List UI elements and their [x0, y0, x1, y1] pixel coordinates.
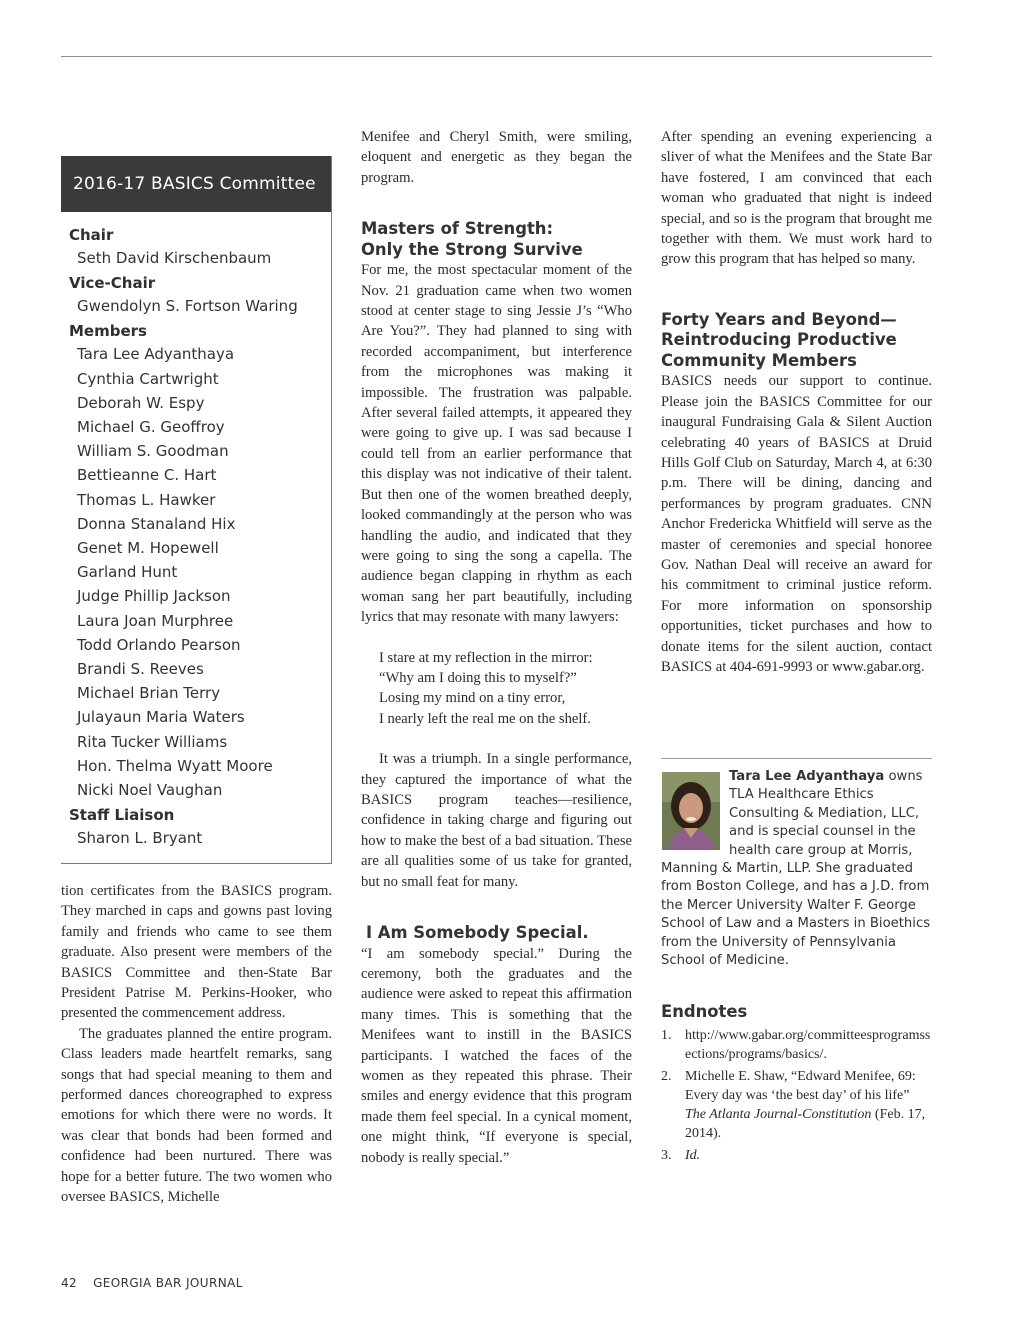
endnote-number: 1.	[661, 1027, 672, 1043]
committee-member: Nicki Noel Vaughan	[77, 781, 223, 800]
committee-member: Tara Lee Adyanthaya	[77, 345, 235, 364]
heading-line: Reintroducing Productive	[661, 330, 897, 350]
endnote-item	[661, 1026, 932, 1064]
vice-chair-label: Vice-Chair	[69, 274, 156, 293]
heading-line: Only the Strong Survive	[361, 239, 583, 259]
committee-member: Michael G. Geoffroy	[77, 418, 225, 437]
song-lyrics	[361, 648, 632, 730]
committee-member: Todd Orlando Pearson	[77, 635, 241, 654]
col1-paragraph-2: The graduates planned the entire program. Class leaders made heartfelt remarks, sang songs that had special meaning to them and performed dances choreographed to express emotions for which there were no words. It was clear that bonds had been formed and confidence had been nurtured. There was hope for a better future. The two women who oversee BASICS, Michelle	[61, 1025, 332, 1206]
heading-forty-years	[661, 310, 932, 372]
committee-member: Cynthia Cartwright	[77, 369, 219, 388]
heading-line: Masters of Strength:	[361, 219, 554, 239]
committee-title: 2016-17 BASICS Committee	[61, 156, 331, 212]
committee-member: Michael Brian Terry	[77, 684, 221, 703]
chair-label: Chair	[69, 226, 114, 244]
endnote-citation: Michelle E. Shaw, “Edward Menifee, 69: Every day was ‘the best day’ of his life”	[685, 1068, 916, 1103]
page-footer	[61, 1276, 243, 1290]
committee-box	[61, 156, 332, 864]
col2-paragraph-1: For me, the most spectacular moment of the Nov. 21 graduation came when two women stood at center stage to sing Jessie J’s “Who Are You?”. They had planned to sing with recorded accompaniment, but interference from the microphones was making it impossible. The frustration was palpable. After several failed attempts, it appeared they were going to give up. I was sad because I could tell from an earlier performance that this display was not indicative of their talent. But then one of the women breathed deeply, looked commandingly at the person who was handling the audio, and indicated that they were going to sing the song a capella. The audience began clapping in rhythm as each woman sang her part beautifully, including lyrics that may resonate with many lawyers:	[361, 262, 632, 626]
lyric-line: Losing my mind on a tiny error,	[379, 690, 566, 707]
endnote-ibid: Id.	[685, 1147, 701, 1163]
committee-member: Rita Tucker Williams	[77, 732, 228, 751]
endnotes-list	[661, 1026, 932, 1165]
staff-liaison-name: Sharon L. Bryant	[77, 829, 203, 848]
endnotes-section	[661, 1002, 932, 1168]
endnote-link[interactable]: http://www.gabar.org/committeesprogramssections/programs/basics/.	[685, 1027, 931, 1062]
endnote-date: (Feb. 17, 2014).	[685, 1106, 926, 1141]
endnote-item	[661, 1146, 932, 1165]
committee-list	[61, 212, 331, 850]
staff-liaison-label: Staff Liaison	[69, 806, 175, 825]
col2-paragraph-3: “I am somebody special.” During the ceremony, both the graduates and the audience were asked to repeat this affirmation many times. This is something that the Menifees want to instill in the BASICS participants. I watched the faces of the women as they repeated this phrase. Their smiles and energy evidence that this program made them feel special. In a cynical moment, one might think, “If everyone is special, nobody is really special.”	[361, 945, 632, 1166]
endnote-number: 3.	[661, 1147, 672, 1163]
heading-masters-of-strength	[361, 219, 632, 260]
committee-member: Judge Phillip Jackson	[77, 587, 231, 606]
author-bio	[661, 768, 932, 970]
committee-member: Genet M. Hopewell	[77, 539, 219, 558]
members-list	[69, 342, 331, 802]
col3-paragraph-0: After spending an evening experiencing a sliver of what the Menifees and the State Bar have fostered, I am convinced that each woman who graduated that night is indeed special, and so is the program that brought me together with them. We must work hard to grow this program that has helped so many.	[661, 129, 932, 268]
heading-line: Forty Years and Beyond—	[661, 309, 897, 329]
heading-line: Community Members	[661, 350, 857, 370]
vice-chair-name: Gwendolyn S. Fortson Waring	[77, 297, 298, 316]
committee-member: Garland Hunt	[77, 563, 178, 582]
column-1-text	[61, 881, 332, 1208]
col2-paragraph-2: It was a triumph. In a single performance, they captured the importance of what the BASICS program teaches—resilience, confidence in taking charge and figuring out how to make the best of a bad situation. These are all qualities some of us take for granted, but no small feat for many.	[361, 751, 632, 890]
top-rule	[61, 56, 932, 57]
col3-paragraph-1: BASICS needs our support to continue. Please join the BASICS Committee for our inaugural Fundraising Gala & Silent Auction celebrating 40 years of BASICS at Druid Hills Golf Club on Saturday, March 4, at 6:30 p.m. There will be dining, dancing and performances by program graduates. CNN Anchor Fredericka Whitfield will serve as the master of ceremonies and special honoree Gov. Nathan Deal will receive an award for his commitment to criminal justice reform. For more information on sponsorship opportunities, ticket purchases and how to donate items for the silent auction, contact BASICS at 404-691-9993 or www.gabar.org.	[661, 373, 932, 676]
col1-paragraph-1: tion certificates from the BASICS program. They marched in caps and gowns past loving family and friends who came to see them graduate. Also present were members of the BASICS Committee and then-State Bar President Patrise M. Perkins-Hooker, who presented the commencement address.	[61, 883, 332, 1022]
chair-name: Seth David Kirschenbaum	[77, 249, 272, 267]
endnotes-heading: Endnotes	[661, 1002, 748, 1021]
endnote-item	[661, 1067, 932, 1143]
author-name: Tara Lee Adyanthaya	[729, 769, 885, 784]
column-2-text	[361, 127, 632, 1168]
col2-paragraph-0: Menifee and Cheryl Smith, were smiling, eloquent and energetic as they began the program.	[361, 129, 632, 186]
lyric-line: I nearly left the real me on the shelf.	[379, 710, 591, 727]
lyric-line: I stare at my reflection in the mirror:	[379, 649, 593, 666]
column-3-text	[661, 127, 932, 677]
committee-member: Deborah W. Espy	[77, 393, 205, 412]
lyric-line: “Why am I doing this to myself?”	[379, 669, 577, 686]
bio-divider	[661, 758, 932, 759]
heading-somebody-special: I Am Somebody Special.	[366, 923, 589, 942]
committee-member: Hon. Thelma Wyatt Moore	[77, 756, 273, 775]
endnote-publication: The Atlanta Journal-Constitution	[685, 1106, 872, 1122]
page-number: 42	[61, 1276, 78, 1290]
committee-member: Donna Stanaland Hix	[77, 514, 236, 533]
endnote-text	[685, 1067, 932, 1143]
photo-spacer	[661, 768, 729, 860]
endnote-number: 2.	[661, 1068, 672, 1084]
committee-member: Thomas L. Hawker	[77, 490, 216, 509]
committee-member: Julayaun Maria Waters	[77, 708, 245, 727]
members-label: Members	[69, 322, 147, 341]
committee-member: Bettieanne C. Hart	[77, 466, 217, 485]
journal-name: GEORGIA BAR JOURNAL	[93, 1276, 243, 1290]
author-bio-text: owns TLA Healthcare Ethics Consulting & Mediation, LLC, and is special counsel in the health care group at Morris, Manning & Martin, LLP. She graduated from Boston College, and has a J.D. from the Mercer University Walter F. George School of Law and a Masters in Bioethics from the University of Pennsylvania School of Medicine.	[661, 769, 931, 969]
committee-member: Brandi S. Reeves	[77, 660, 204, 679]
committee-member: Laura Joan Murphree	[77, 611, 234, 630]
endnote-text	[685, 1146, 932, 1165]
committee-member: William S. Goodman	[77, 442, 229, 461]
